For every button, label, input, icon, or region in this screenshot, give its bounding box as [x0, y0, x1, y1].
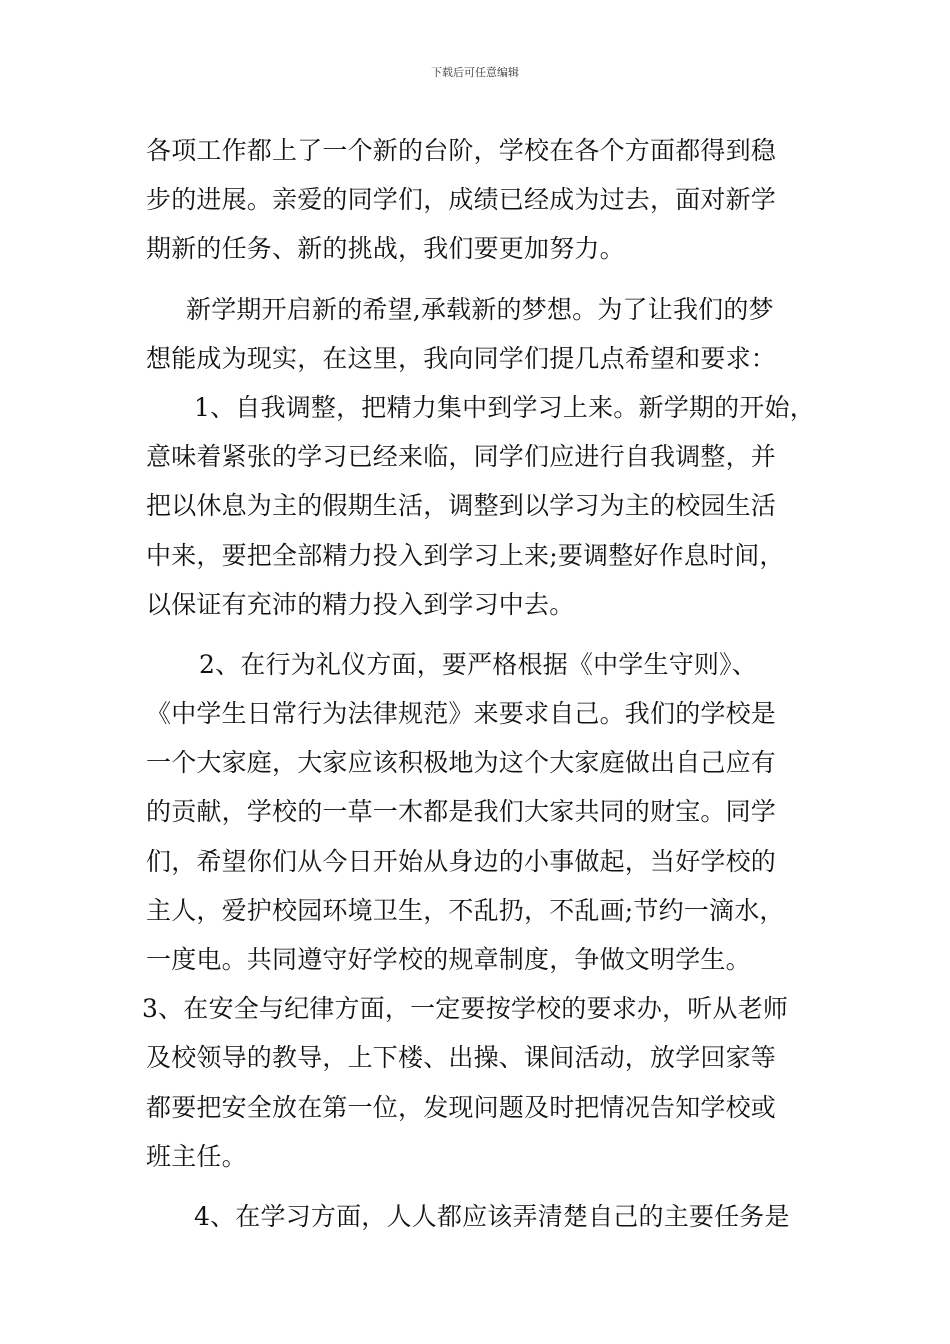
text-line: 《中学生日常行为法律规范》来要求自己。我们的学校是: [146, 699, 777, 729]
text-line: 步的进展。亲爱的同学们，成绩已经成为过去，面对新学: [146, 185, 777, 215]
text-line: 一度电。共同遵守好学校的规章制度，争做文明学生。: [146, 945, 751, 974]
text-line: 们，希望你们从今日开始从身边的小事做起，当好学校的: [146, 846, 777, 876]
text-line: 一个大家庭，大家应该积极地为这个大家庭做出自己应有: [146, 748, 777, 778]
text-line: 4、在学习方面，人人都应该弄清楚自己的主要任务是: [194, 1201, 790, 1231]
text-line: 的贡献，学校的一草一木都是我们大家共同的财宝。同学: [146, 797, 777, 827]
text-line: 2、在行为礼仪方面，要严格根据《中学生守则》、: [199, 649, 758, 679]
text-line: 主人，爱护校园环境卫生，不乱扔，不乱画;节约一滴水，: [146, 895, 785, 925]
text-line: 班主任。: [146, 1141, 247, 1171]
text-line: 把以休息为主的假期生活，调整到以学习为主的校园生活: [146, 491, 777, 521]
text-line: 意味着紧张的学习已经来临，同学们应进行自我调整，并: [146, 442, 777, 472]
text-line: 期新的任务、新的挑战，我们要更加努力。: [146, 234, 625, 264]
text-line: 中来，要把全部精力投入到学习上来;要调整好作息时间，: [146, 540, 785, 570]
text-line: 1、自我调整，把精力集中到学习上来。新学期的开始，: [194, 392, 815, 422]
text-line: 新学期开启新的希望,承载新的梦想。为了让我们的梦: [186, 294, 774, 324]
text-line: 各项工作都上了一个新的台阶，学校在各个方面都得到稳: [146, 136, 777, 165]
text-line: 想能成为现实，在这里，我向同学们提几点希望和要求：: [146, 343, 777, 373]
text-line: 以保证有充沛的精力投入到学习中去。: [146, 589, 575, 619]
text-line: 及校领导的教导，上下楼、出操、课间活动，放学回家等: [146, 1043, 777, 1073]
text-line: 都要把安全放在第一位，发现问题及时把情况告知学校或: [146, 1092, 777, 1122]
document-body: [142, 126, 826, 1241]
text-line: 3、在安全与纪律方面，一定要按学校的要求办，听从老师: [142, 994, 789, 1024]
header-note: 下载后可任意编辑: [431, 66, 519, 79]
